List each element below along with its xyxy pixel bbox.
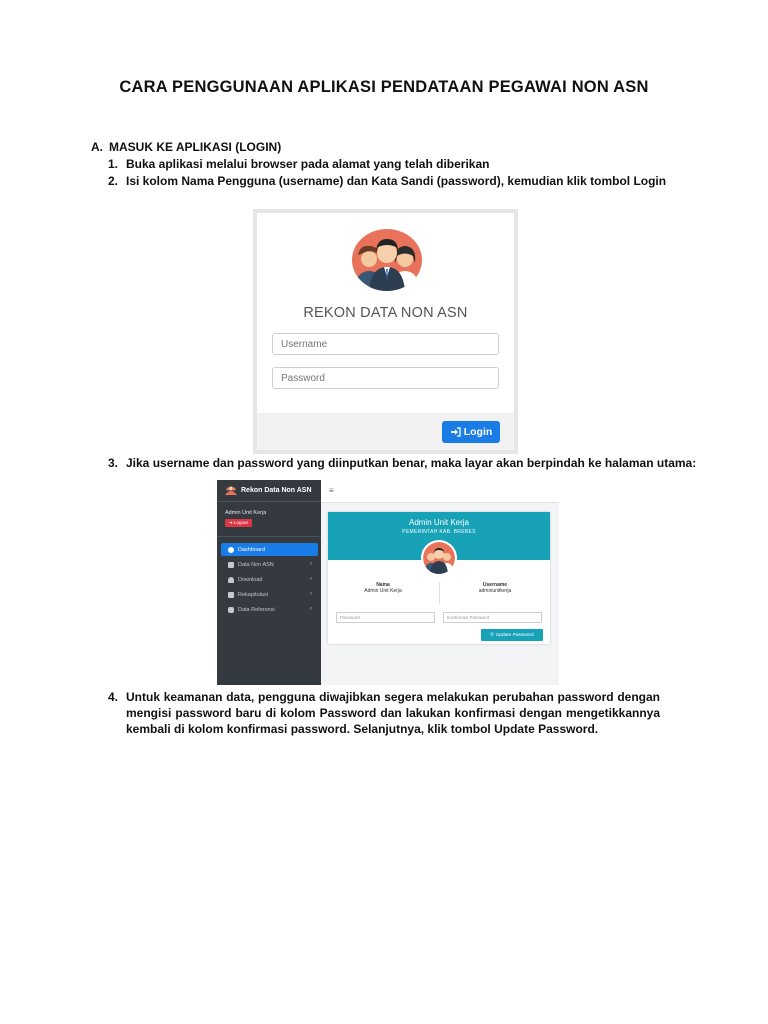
sidebar-item-label: Data Referensi [238, 606, 275, 613]
new-password-field[interactable]: Password [336, 612, 435, 623]
step-number: 4. [108, 690, 119, 704]
people-group-icon [352, 229, 422, 291]
step-text: Buka aplikasi melalui browser pada alamat yang telah diberikan [126, 157, 490, 171]
sidebar-item-label: Dashboard [238, 546, 265, 553]
sidebar-item-label: Data Non ASN [238, 561, 274, 568]
nama-label: Nama [376, 582, 390, 588]
cloud-download-icon [228, 577, 234, 583]
sidebar-item-data-non-asn[interactable] [221, 558, 318, 571]
sidebar-user-name: Admin Unit Kerja [225, 510, 267, 516]
sidebar-brand[interactable] [217, 480, 321, 502]
database-icon [228, 607, 234, 613]
step-number: 3. [108, 456, 119, 470]
top-navbar [321, 480, 559, 503]
logout-button[interactable] [225, 519, 252, 527]
hamburger-menu-icon[interactable]: ≡ [329, 486, 334, 495]
sign-in-icon [450, 427, 461, 437]
profile-card-subtitle: PEMERINTAH KAB. BREBES [402, 529, 476, 535]
chevron-left-icon: ‹ [310, 606, 312, 612]
app-title: REKON DATA NON ASN [303, 305, 468, 321]
sidebar-item-rekapitulasi[interactable] [221, 588, 318, 601]
section-heading-text: MASUK KE APLIKASI (LOGIN) [109, 140, 282, 154]
confirm-password-field[interactable]: Konfirmasi Password [443, 612, 542, 623]
section-letter: A. [91, 140, 103, 154]
table-icon [228, 562, 234, 568]
password-input[interactable] [272, 367, 499, 389]
people-group-icon [225, 486, 237, 495]
login-button[interactable] [442, 421, 500, 443]
sidebar-item-dashboard[interactable] [221, 543, 318, 556]
sidebar-item-label: Rekapitulasi [238, 591, 268, 598]
sidebar-item-download[interactable] [221, 573, 318, 586]
step-text: Jika username dan password yang diinputkan benar, maka layar akan berpindah ke halaman utama: [126, 456, 697, 470]
sidebar [217, 480, 321, 685]
sidebar-item-data-referensi[interactable] [221, 603, 318, 616]
chevron-left-icon: ‹ [310, 576, 312, 582]
update-password-button[interactable] [481, 629, 543, 641]
brand-label: Rekon Data Non ASN [241, 487, 312, 494]
dashboard-icon [228, 547, 234, 553]
profile-info-row [328, 582, 550, 604]
step-number: 2. [108, 174, 119, 188]
profile-card-title: Admin Unit Kerja [408, 518, 470, 527]
profile-card [328, 512, 550, 644]
key-icon: ⚲ [490, 632, 494, 638]
section-heading [91, 140, 281, 154]
avatar [421, 540, 457, 576]
document-title: CARA PENGGUNAAN APLIKASI PENDATAAN PEGAWAI NON ASN [119, 78, 649, 96]
print-icon [228, 592, 234, 598]
sidebar-item-label: Download [238, 576, 263, 583]
dashboard-screenshot [217, 480, 559, 685]
nama-value: Admin Unit Kerja [364, 588, 402, 594]
update-password-label: Update Password [495, 632, 534, 638]
login-screenshot [253, 209, 518, 454]
chevron-left-icon: ‹ [310, 591, 312, 597]
login-button-label: Login [463, 426, 493, 438]
step-number: 1. [108, 157, 119, 171]
profile-username [440, 582, 550, 594]
step-text: Untuk keamanan data, pengguna diwajibkan segera melakukan perubahan password dengan mengisi password baru di kolom Password dan lakukan konfirmasi dengan mengetikkannya kembali di kolom konfirmasi password. Selanjutnya, klik tombol Update Password. [126, 690, 660, 736]
logout-icon: ➜ [229, 520, 233, 525]
username-input[interactable] [272, 333, 499, 355]
chevron-left-icon: ‹ [310, 561, 312, 567]
username-value: adminunitkerja [478, 588, 512, 594]
logout-label: Logout [234, 520, 248, 525]
username-label: Username [482, 582, 508, 588]
step-text: Isi kolom Nama Pengguna (username) dan Kata Sandi (password), kemudian klik tombol Login [126, 174, 667, 188]
sidebar-divider [217, 536, 321, 537]
profile-nama [328, 582, 438, 594]
